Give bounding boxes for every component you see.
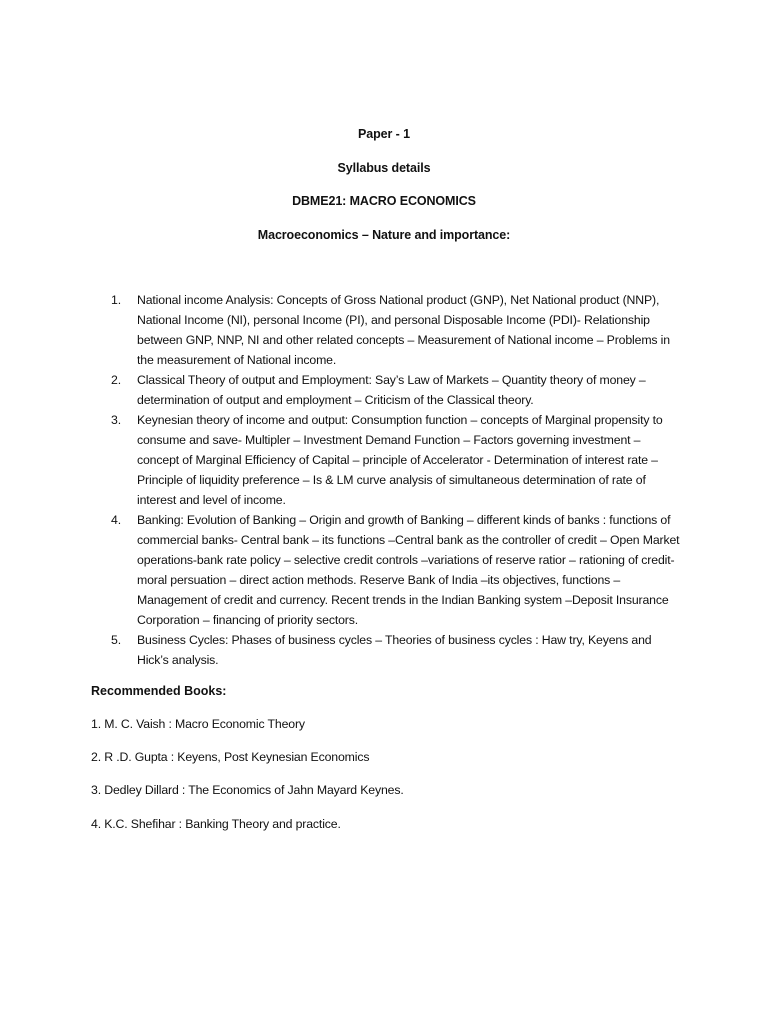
book-entry: 4. K.C. Shefihar : Banking Theory and practice. <box>91 817 341 831</box>
item-number: 5. <box>111 633 121 647</box>
item-number: 1. <box>111 293 121 307</box>
book-entry: 2. R .D. Gupta : Keyens, Post Keynesian Economics <box>91 750 370 764</box>
item-text: Business Cycles: Phases of business cycles – Theories of business cycles : Haw try, Keyens and Hick’s analysis. <box>137 633 652 667</box>
item-number: 3. <box>111 413 121 427</box>
syllabus-subtitle: Syllabus details <box>337 161 431 175</box>
item-number: 2. <box>111 373 121 387</box>
book-entry: 3. Dedley Dillard : The Economics of Jahn Mayard Keynes. <box>91 783 404 797</box>
syllabus-item <box>103 370 683 410</box>
intro-heading: Macroeconomics – Nature and importance: <box>257 228 511 242</box>
syllabus-item <box>103 290 683 370</box>
item-text: Keynesian theory of income and output: Consumption function – concepts of Marginal propensity to consume and save- Multipler – Investment Demand Function – Factors governing investment – concept of Marginal Efficiency of Capital – principle of Accelerator - Determination of interest rate – Principle of liquidity preference – Is & LM curve analysis of simultaneous determination of rate of interest and level of income. <box>137 413 663 507</box>
paper-number: Paper - 1 <box>358 127 410 141</box>
syllabus-item <box>103 630 683 670</box>
recommended-books-heading: Recommended Books: <box>91 684 227 698</box>
book-entry: 1. M. C. Vaish : Macro Economic Theory <box>91 717 305 731</box>
syllabus-item <box>103 510 683 630</box>
syllabus-list <box>103 290 683 670</box>
item-text: Classical Theory of output and Employment: Say’s Law of Markets – Quantity theory of money – determination of output and employment – Criticism of the Classical theory. <box>137 373 646 407</box>
course-title: DBME21: MACRO ECONOMICS <box>292 194 476 208</box>
item-text: Banking: Evolution of Banking – Origin and growth of Banking – different kinds of banks : functions of commercial banks- Central bank – its functions –Central bank as the controller of credit – Open Market operations-bank rate policy – selective credit controls –variations of reserve ratior – rationing of credit- moral persuation – direct action methods. Reserve Bank of India –its objectives, functions – Management of credit and currency. Recent trends in the Indian Banking system –Deposit Insurance Corporation – financing of priority sectors. <box>137 513 680 627</box>
item-text: National income Analysis: Concepts of Gross National product (GNP), Net National product (NNP), National Income (NI), personal Income (PI), and personal Disposable Income (PDI)- Relationship between GNP, NNP, NI and other related concepts – Measurement of National income – Problems in the measurement of National income. <box>137 293 670 367</box>
item-number: 4. <box>111 513 121 527</box>
syllabus-item <box>103 410 683 510</box>
